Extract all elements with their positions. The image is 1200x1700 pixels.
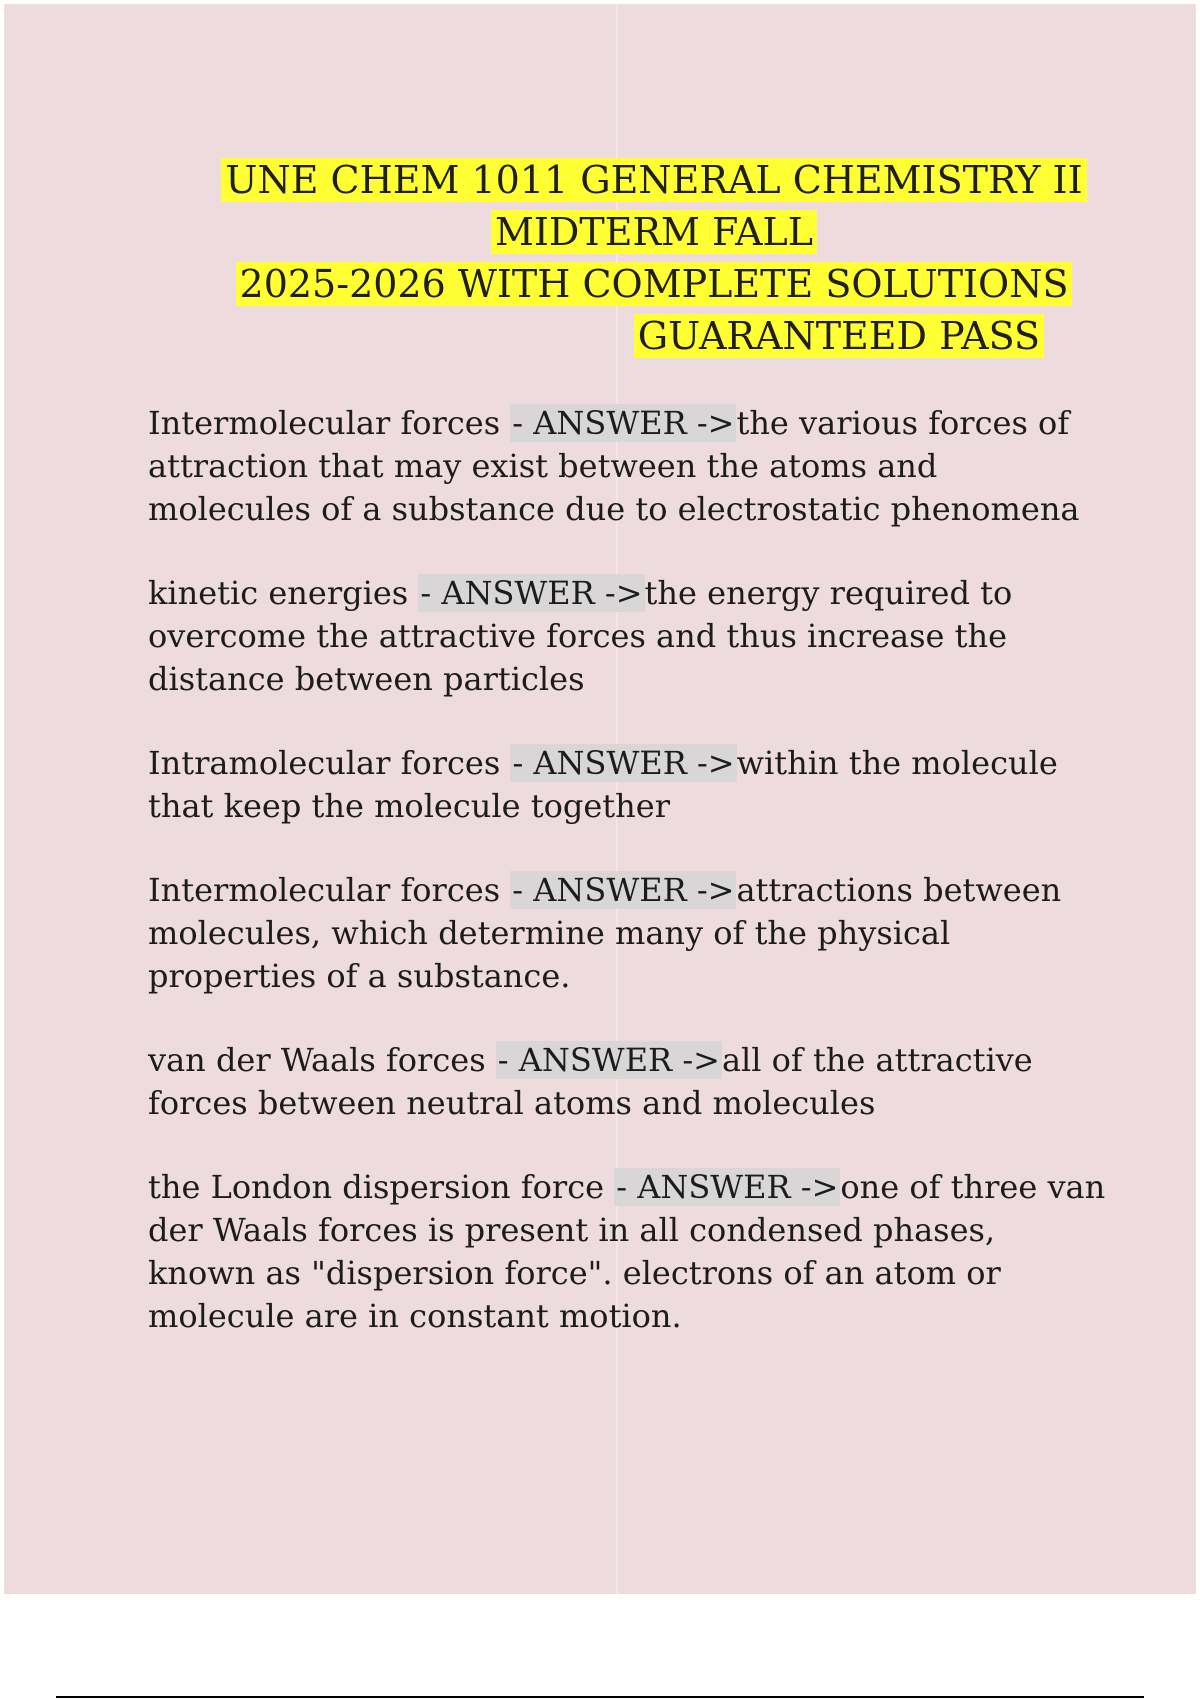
answer-marker: - ANSWER -> [497, 1041, 720, 1079]
title-text-2: MIDTERM FALL [491, 210, 817, 254]
qa-term: the London dispersion force [148, 1168, 615, 1206]
qa-list [148, 402, 1108, 1379]
answer-marker: - ANSWER -> [512, 871, 735, 909]
qa-definition: one of three van der Waals forces is present in all condensed phases, known as "dispersion force". electrons of an atom or molecule are in constant motion. [148, 1168, 1106, 1335]
qa-item [148, 572, 1108, 701]
title-text-1: UNE CHEM 1011 GENERAL CHEMISTRY II [221, 158, 1086, 202]
answer-marker: - ANSWER -> [512, 744, 735, 782]
qa-term: Intermolecular forces [148, 404, 511, 442]
qa-item [148, 1039, 1108, 1125]
qa-definition: the various forces of attraction that may exist between the atoms and molecules of a substance due to electrostatic phenomena [148, 404, 1080, 528]
footer-divider [56, 1696, 1144, 1698]
qa-term: kinetic energies [148, 574, 419, 612]
qa-item [148, 1166, 1108, 1338]
title-line-1 [204, 154, 1104, 206]
title-line-4 [204, 310, 1104, 362]
document-page [4, 4, 1196, 1594]
title-line-2 [204, 206, 1104, 258]
qa-definition: all of the attractive forces between neutral atoms and molecules [148, 1041, 1033, 1122]
qa-term: Intramolecular forces [148, 744, 511, 782]
qa-item [148, 869, 1108, 998]
qa-definition: the energy required to overcome the attractive forces and thus increase the distance between particles [148, 574, 1013, 698]
qa-term: Intermolecular forces [148, 871, 511, 909]
qa-definition: attractions between molecules, which determine many of the physical properties of a substance. [148, 871, 1062, 995]
title-text-3: 2025-2026 WITH COMPLETE SOLUTIONS [236, 262, 1073, 306]
answer-marker: - ANSWER -> [616, 1168, 839, 1206]
answer-marker: - ANSWER -> [512, 404, 735, 442]
title-text-4: GUARANTEED PASS [634, 314, 1044, 358]
qa-term: van der Waals forces [148, 1041, 496, 1079]
document-title [204, 154, 1104, 362]
title-line-3 [204, 258, 1104, 310]
qa-item [148, 402, 1108, 531]
answer-marker: - ANSWER -> [420, 574, 643, 612]
qa-definition: within the molecule that keep the molecule together [148, 744, 1058, 825]
qa-item [148, 742, 1108, 828]
